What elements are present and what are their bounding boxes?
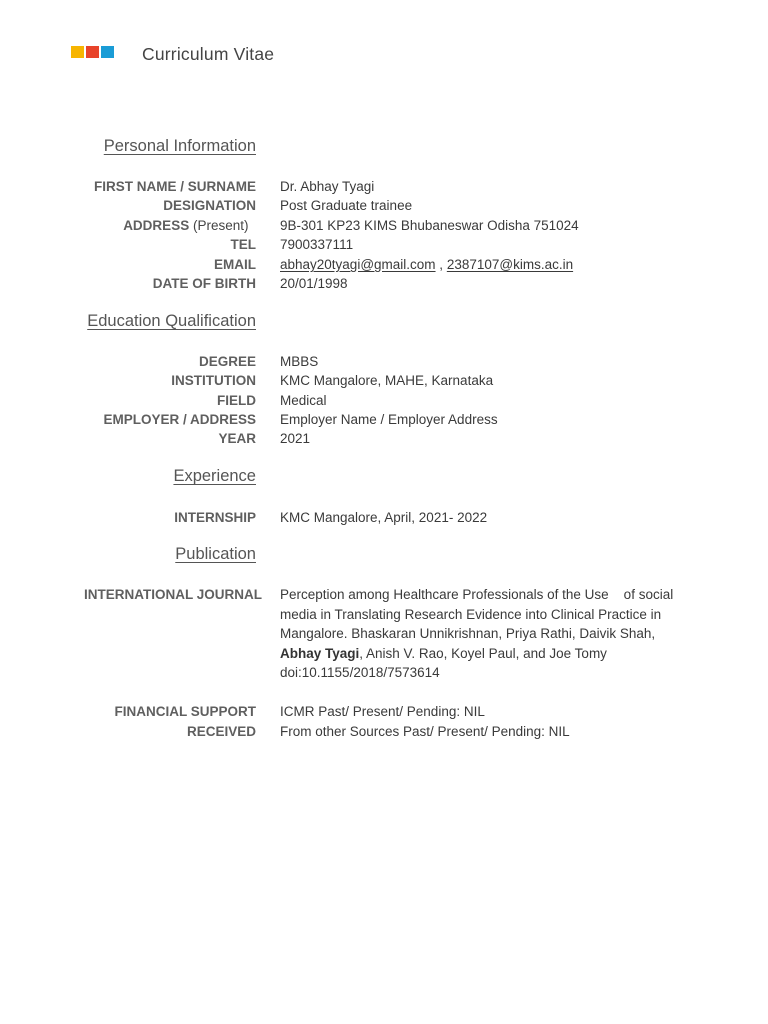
journal-citation-text: Perception among Healthcare Professionals of the Use of social media in Translating Research Evidence into Clinical Practice in Mangalore. Bhaskaran Unnikrishnan, Priya Rathi, Daivik Shah, [280, 587, 674, 641]
degree-label: DEGREE [198, 354, 256, 369]
address-label-suffix: (Present) [189, 218, 249, 233]
journal-citation-authors: , Anish V. Rao, Koyel Paul, and Joe Tomy [359, 645, 607, 661]
journal-author-highlight: Abhay Tyagi [280, 645, 360, 661]
journal-label: INTERNATIONAL JOURNAL [84, 587, 262, 602]
tel-value: 7900337111 [280, 237, 354, 252]
financial-support-label-line1: FINANCIAL SUPPORT [114, 704, 256, 719]
institution-label: INSTITUTION [171, 373, 256, 388]
year-value: 2021 [280, 431, 311, 446]
dob-label: DATE OF BIRTH [152, 276, 256, 291]
designation-value: Post Graduate trainee [280, 198, 413, 213]
logo-square-blue [101, 46, 114, 58]
employer-value: Employer Name / Employer Address [280, 412, 498, 427]
employer-label: EMPLOYER / ADDRESS [103, 412, 256, 427]
financial-support-label-line2: RECEIVED [186, 723, 256, 739]
email-label: EMAIL [214, 257, 256, 272]
tel-label: TEL [230, 237, 256, 252]
section-heading-publication: Publication [175, 545, 256, 563]
section-heading-education: Education Qualification [87, 312, 256, 330]
field-label: FIELD [217, 393, 256, 408]
dob-value: 20/01/1998 [280, 276, 348, 291]
journal-citation [280, 585, 705, 683]
field-value: Medical [280, 393, 327, 408]
logo [71, 46, 114, 58]
name-value: Dr. Abhay Tyagi [280, 179, 375, 194]
financial-support-icmr: ICMR Past/ Present/ Pending: NIL [280, 704, 485, 719]
journal-doi: doi:10.1155/2018/7573614 [280, 665, 440, 680]
institution-value: KMC Mangalore, MAHE, Karnataka [280, 373, 494, 388]
name-label: FIRST NAME / SURNAME [94, 179, 256, 194]
document-title: Curriculum Vitae [142, 44, 275, 64]
year-label: YEAR [218, 431, 256, 446]
email-link-kims[interactable]: 2387107@kims.ac.in [446, 257, 574, 272]
logo-square-red [86, 46, 99, 58]
address-value: 9B-301 KP23 KIMS Bhubaneswar Odisha 751024 [280, 218, 579, 233]
email-separator: , [435, 257, 447, 272]
section-heading-personal-information: Personal Information [103, 137, 256, 155]
internship-value: KMC Mangalore, April, 2021- 2022 [280, 510, 488, 525]
financial-support-label [114, 702, 256, 741]
email-link-gmail[interactable]: abhay20tyagi@gmail.com [280, 257, 436, 272]
designation-label: DESIGNATION [163, 198, 256, 213]
financial-support-other: From other Sources Past/ Present/ Pending: NIL [280, 723, 570, 739]
address-label-text: ADDRESS [123, 218, 190, 233]
degree-value: MBBS [280, 354, 319, 369]
address-label [123, 216, 256, 236]
financial-support-value [280, 702, 720, 741]
section-heading-experience: Experience [173, 467, 256, 485]
internship-label: INTERNSHIP [174, 510, 256, 525]
email-value [280, 255, 720, 275]
logo-square-yellow [71, 46, 84, 58]
